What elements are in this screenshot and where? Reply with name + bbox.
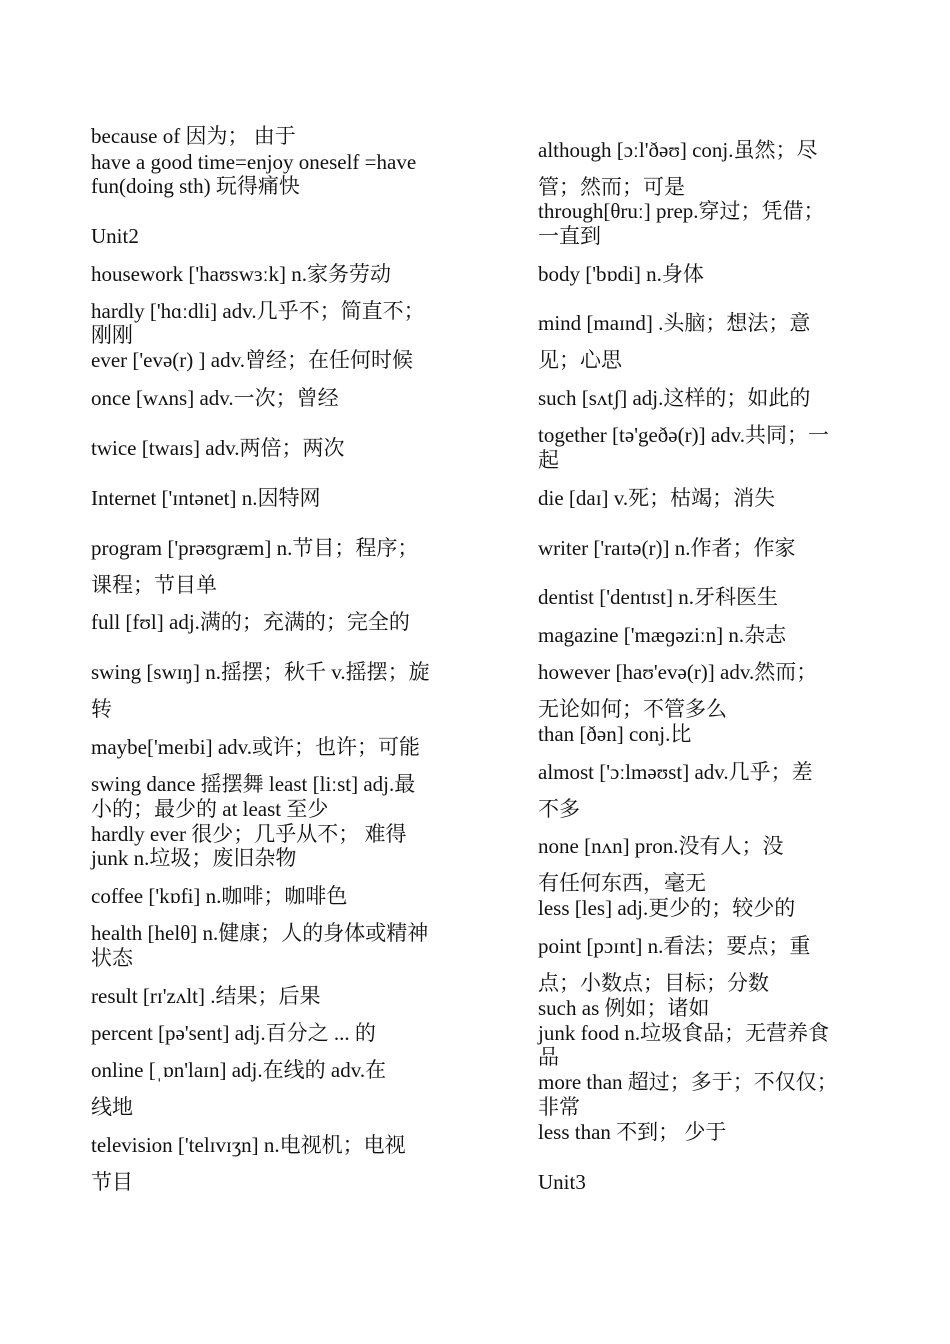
entry-line: die [daɪ] v.死；枯竭；消失: [538, 486, 776, 510]
entry-line: 小的；最少的 at least 至少: [91, 797, 329, 821]
entry-line: result [rɪ'zʌlt] .结果；后果: [91, 984, 321, 1008]
entry-line: 课程；节目单: [91, 573, 217, 597]
entry-line: together [tə'geðə(r)] adv.共同；一: [538, 423, 830, 447]
entry-line: however [haʊ'evə(r)] adv.然而；: [538, 660, 818, 684]
entry-line: point [pɔɪnt] n.看法；要点；重: [538, 934, 811, 958]
entry-line: 管；然而；可是: [538, 175, 685, 199]
entry-line: 线地: [91, 1095, 133, 1119]
entry-line: less than 不到； 少于: [538, 1120, 727, 1144]
entry-line: body ['bɒdi] n.身体: [538, 262, 704, 286]
entry-line: less [les] adj.更少的；较少的: [538, 896, 796, 920]
entry-line: 无论如何；不管多么: [538, 697, 727, 721]
entry-line: than [ðən] conj.比: [538, 722, 692, 746]
entry-line: 有任何东西，毫无: [538, 871, 706, 895]
entry-line: 品: [538, 1045, 559, 1069]
entry-line: swing dance 摇摆舞 least [liːst] adj.最: [91, 772, 416, 796]
entry-line: more than 超过；多于；不仅仅；: [538, 1070, 838, 1094]
entry-line: percent [pə'sent] adj.百分之 ... 的: [91, 1021, 376, 1045]
entry-line: health [helθ] n.健康；人的身体或精神: [91, 921, 429, 945]
entry-line: Internet ['ɪntənet] n.因特网: [91, 486, 321, 510]
entry-line: fun(doing sth) 玩得痛快: [91, 174, 300, 198]
entry-line: ever ['evə(r) ] adv.曾经；在任何时候: [91, 348, 413, 372]
entry-line: such [sʌtʃ] adj.这样的；如此的: [538, 386, 811, 410]
entry-line: housework ['haʊswɜːk] n.家务劳动: [91, 262, 392, 286]
entry-line: 刚刚: [91, 323, 133, 347]
entry-line: online [ˌɒn'laɪn] adj.在线的 adv.在: [91, 1058, 387, 1082]
entry-line: 见；心思: [538, 348, 622, 372]
entry-line: mind [maɪnd] .头脑；想法；意: [538, 311, 811, 335]
entry-line: 非常: [538, 1095, 580, 1119]
unit-heading: Unit2: [91, 224, 139, 248]
entry-line: such as 例如；诸如: [538, 996, 710, 1020]
entry-line: junk food n.垃圾食品；无营养食: [538, 1021, 830, 1045]
entry-line: hardly ['hɑːdli] adv.几乎不；简直不；: [91, 299, 425, 323]
entry-line: junk n.垃圾；废旧杂物: [91, 846, 297, 870]
entry-line: 起: [538, 448, 559, 472]
entry-line: 转: [91, 697, 112, 721]
entry-line: 点；小数点；目标；分数: [538, 971, 769, 995]
entry-line: once [wʌns] adv.一次；曾经: [91, 386, 339, 410]
entry-line: 节目: [91, 1170, 133, 1194]
entry-line: magazine ['mæɡəziːn] n.杂志: [538, 623, 787, 647]
entry-line: 不多: [538, 797, 580, 821]
entry-line: although [ɔːl'ðəʊ] conj.虽然；尽: [538, 138, 818, 162]
entry-line: almost ['ɔːlməʊst] adv.几乎；差: [538, 760, 813, 784]
entry-line: none [nʌn] pron.没有人；没: [538, 834, 784, 858]
entry-line: writer ['raɪtə(r)] n.作者；作家: [538, 536, 796, 560]
entry-line: program ['prəʊɡræm] n.节目；程序；: [91, 536, 419, 560]
entry-line: 状态: [91, 946, 133, 970]
entry-line: through[θruː] prep.穿过；凭借；: [538, 199, 825, 223]
entry-line: swing [swɪŋ] n.摇摆；秋千 v.摇摆；旋: [91, 660, 430, 684]
entry-line: have a good time=enjoy oneself =have: [91, 150, 417, 174]
entry-line: 一直到: [538, 224, 601, 248]
entry-line: because of 因为； 由于: [91, 124, 296, 148]
entry-line: maybe['meɪbi] adv.或许；也许；可能: [91, 735, 421, 759]
entry-line: hardly ever 很少；几乎从不； 难得: [91, 822, 407, 846]
entry-line: dentist ['dentɪst] n.牙科医生: [538, 585, 779, 609]
entry-line: coffee ['kɒfi] n.咖啡；咖啡色: [91, 884, 348, 908]
entry-line: full [fʊl] adj.满的；充满的；完全的: [91, 610, 410, 634]
entry-line: twice [twaɪs] adv.两倍；两次: [91, 436, 345, 460]
unit-heading: Unit3: [538, 1170, 586, 1194]
entry-line: television ['telɪvɪʒn] n.电视机；电视: [91, 1133, 406, 1157]
